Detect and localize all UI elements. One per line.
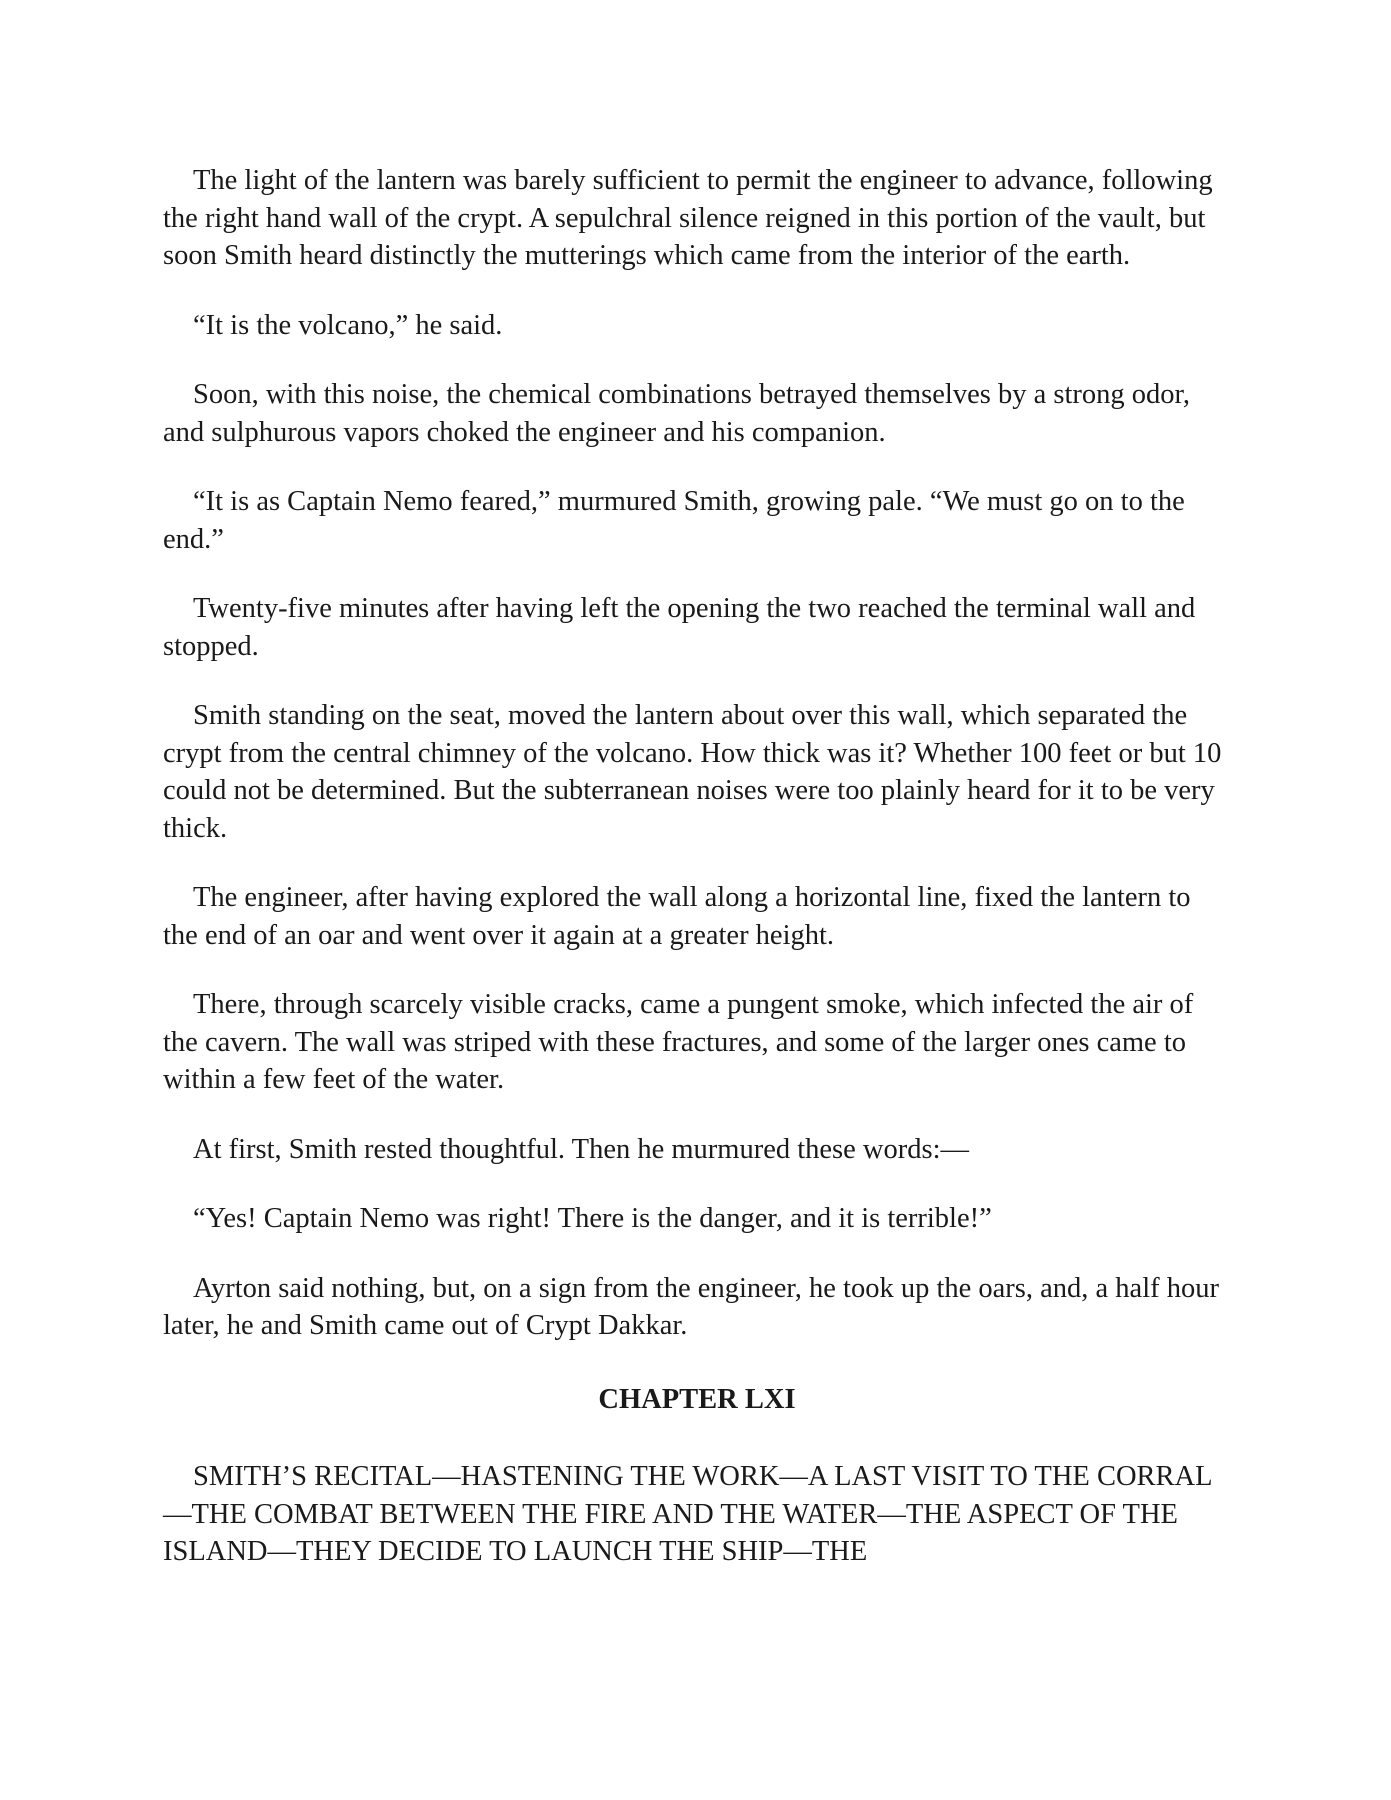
paragraph-crypt-dakkar: Ayrton said nothing, but, on a sign from the engineer, he took up the oars, and, a half hour later, he and Smith came out of Crypt Dakkar. [163, 1272, 1219, 1341]
chapter-summary: SMITH’S RECITAL—HASTENING THE WORK—A LAST VISIT TO THE CORRAL—THE COMBAT BETWEEN THE FIRE AND THE WATER—THE ASPECT OF THE ISLAND—THEY DECIDE TO LAUNCH THE SHIP—THE [163, 1461, 1213, 1567]
paragraph-nemo-feared: “It is as Captain Nemo feared,” murmured Smith, growing pale. “We must go on to the end.” [163, 486, 1185, 555]
paragraph-danger-quote: “Yes! Captain Nemo was right! There is the danger, and it is terrible!” [193, 1203, 992, 1234]
paragraph-wall-thickness: Smith standing on the seat, moved the lantern about over this wall, which separated the crypt from the central chimney of the volcano. How thick was it? Whether 100 feet or but 10 could not be determined. But the subterranean noises were too plainly heard for it to be very thick. [163, 700, 1222, 844]
paragraph-lantern-oar: The engineer, after having explored the wall along a horizontal line, fixed the lantern to the end of an oar and went over it again at a greater height. [163, 882, 1191, 951]
paragraph-smith-thoughtful: At first, Smith rested thoughtful. Then he murmured these words:— [193, 1133, 969, 1165]
paragraph-pungent-smoke: There, through scarcely visible cracks, came a pungent smoke, which infected the air of the cavern. The wall was striped with these fractures, and some of the larger ones came to within a few feet of the water. [163, 989, 1194, 1095]
page-body [163, 162, 1231, 1571]
paragraph-lantern-crypt: The light of the lantern was barely sufficient to permit the engineer to advance, following the right hand wall of the crypt. A sepulchral silence reigned in this portion of the vault, but soon Smith heard distinctly the mutterings which came from the interior of the earth. [163, 165, 1213, 271]
paragraph-terminal-wall: Twenty-five minutes after having left the opening the two reached the terminal wall and stopped. [163, 593, 1196, 662]
chapter-title: CHAPTER LXI [598, 1383, 796, 1415]
paragraph-volcano-quote: “It is the volcano,” he said. [193, 309, 503, 341]
paragraph-sulphurous-vapors: Soon, with this noise, the chemical combinations betrayed themselves by a strong odor, and sulphurous vapors choked the engineer and his companion. [163, 379, 1190, 448]
